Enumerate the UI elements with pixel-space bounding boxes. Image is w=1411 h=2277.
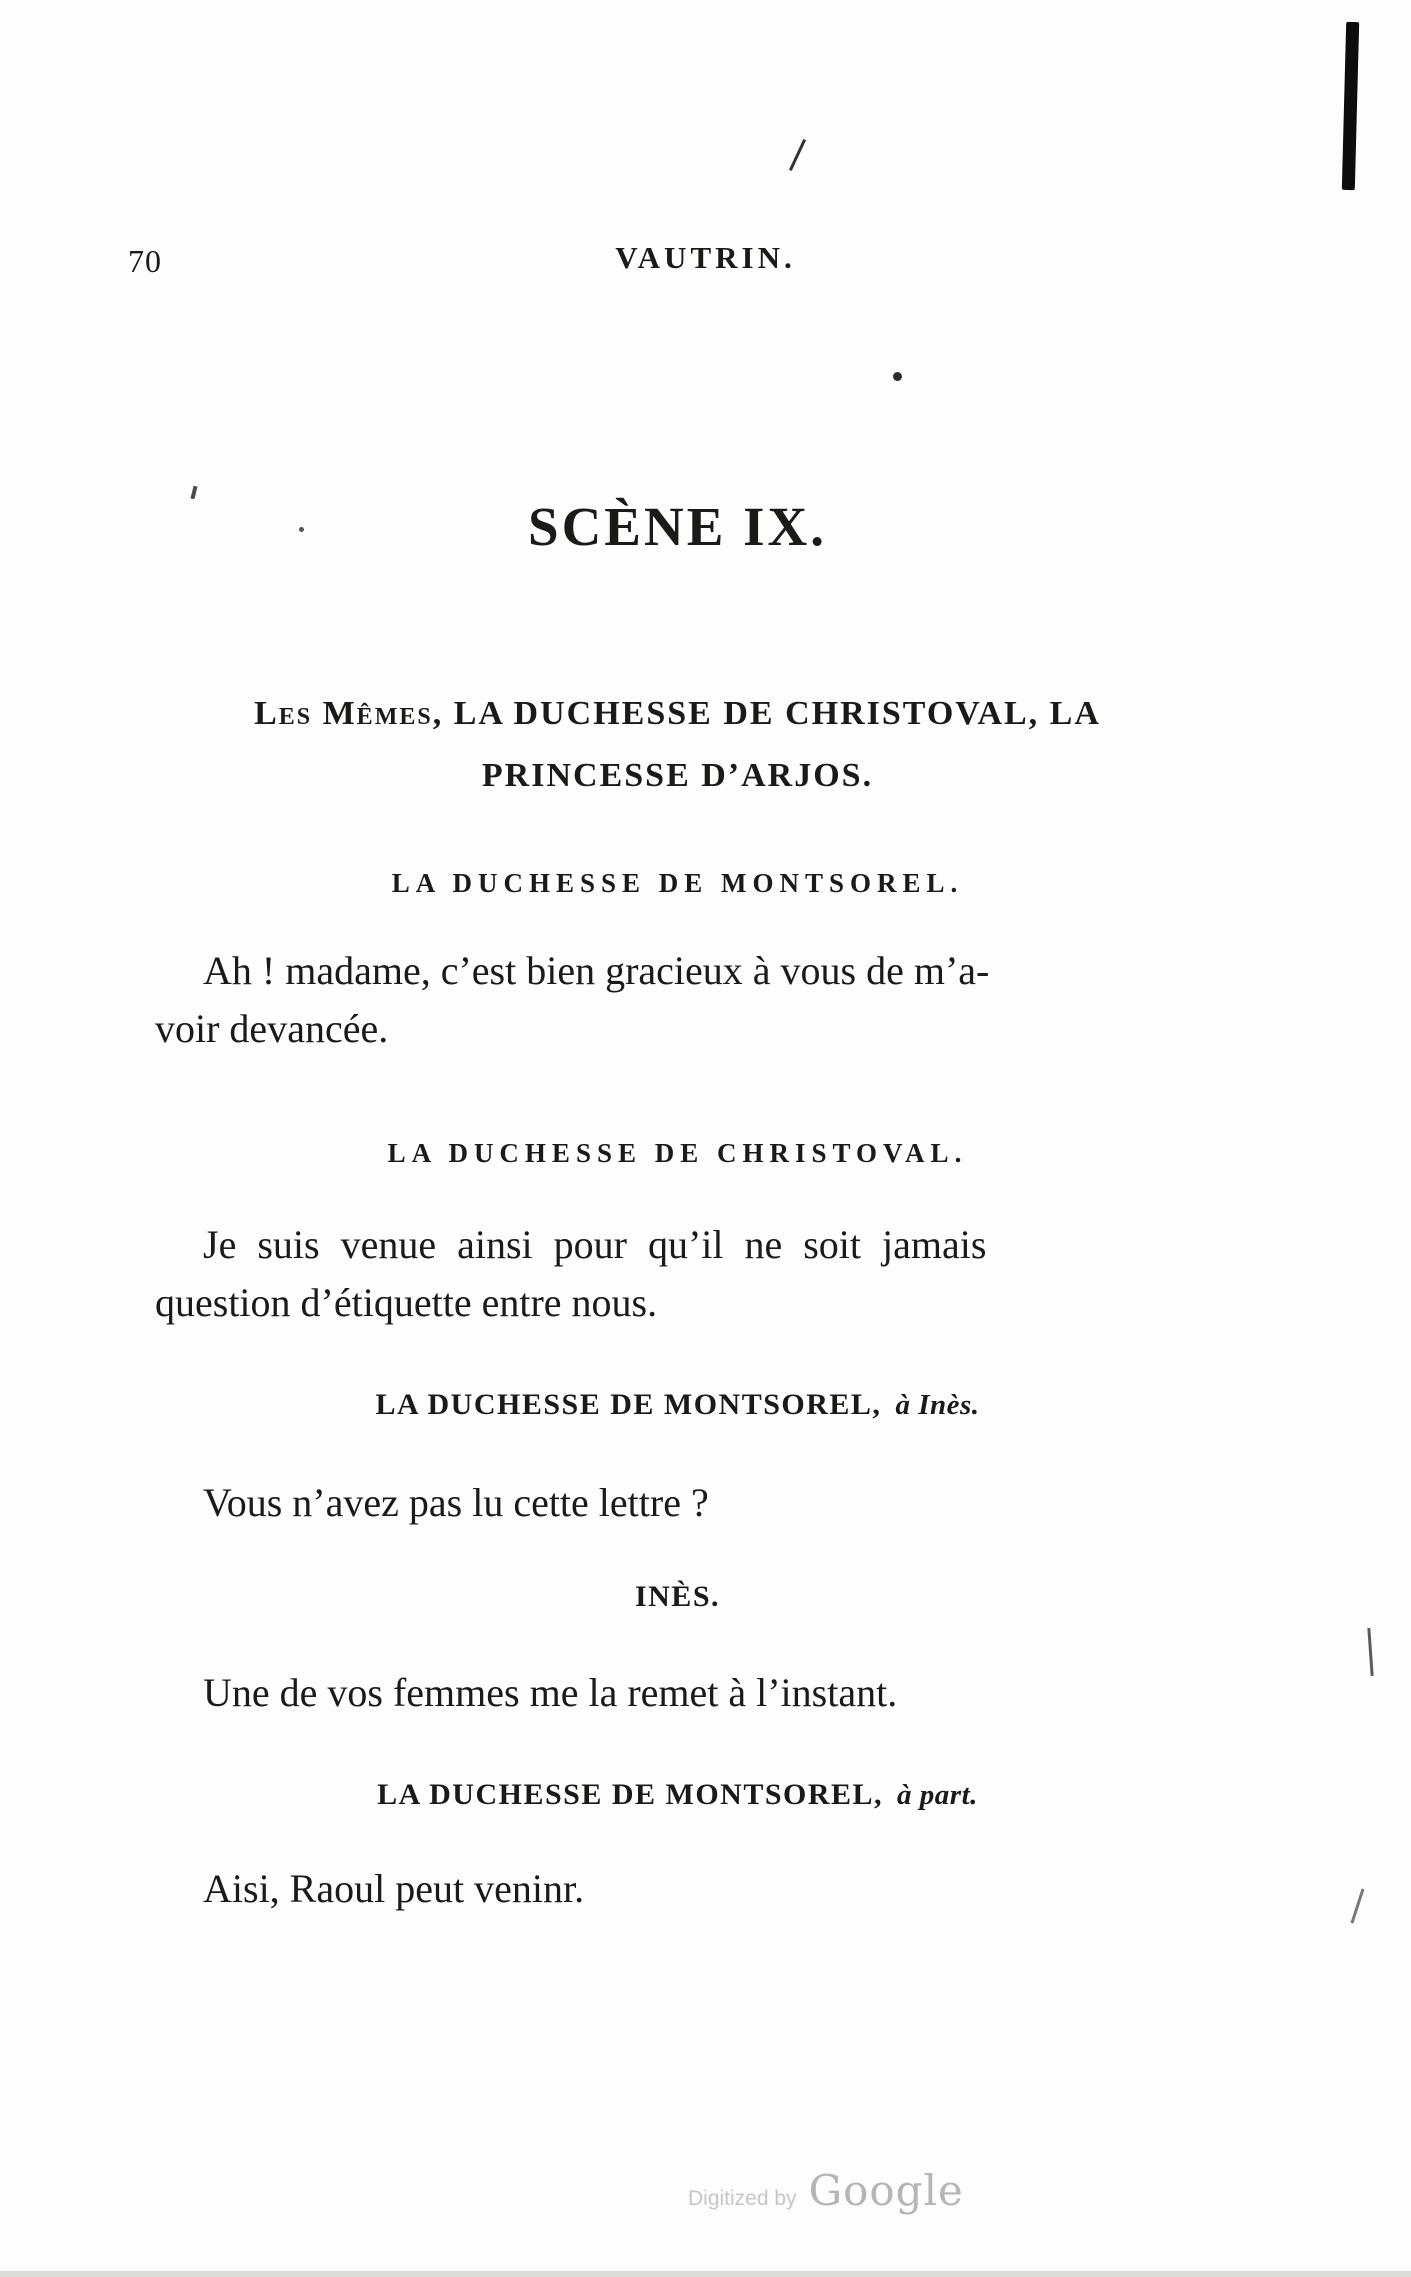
dialogue-paragraph [155,1216,1200,1332]
speaker-heading [155,868,1200,899]
speaker-aside: à part. [897,1779,978,1811]
scan-artifact-edge-mark [1351,1888,1365,1923]
dialogue-paragraph [155,942,1200,1058]
scan-artifact-speck [299,527,304,532]
dialogue-paragraph [155,1474,1200,1532]
digitized-watermark [688,2166,964,2215]
dialogue-line: Vous n’avez pas lu cette lettre ? [203,1480,709,1525]
dialogue-paragraph [155,1664,1200,1722]
scan-artifact-edge-bar [1342,22,1359,190]
cast-line-1-rest: LA DUCHESSE DE CHRISTOVAL, LA [443,695,1101,732]
speaker-name: LA DUCHESSE DE CHRISTOVAL. [387,1138,968,1168]
dialogue-paragraph [155,1860,1200,1918]
dialogue-line: Ah ! madame, c’est bien gracieux à vous de m’a- [203,948,990,993]
speaker-heading [155,1388,1200,1422]
speaker-heading [155,1138,1200,1169]
scene-heading: SCÈNE IX. [527,496,828,557]
page-content [155,0,1200,2277]
speaker-heading [155,1778,1200,1812]
speaker-aside: à Inès. [895,1389,980,1421]
cast-list [155,683,1200,807]
speaker-heading [155,1580,1200,1614]
scan-artifact-ink-dot [893,372,902,381]
speaker-name: LA DUCHESSE DE MONTSOREL, [375,1388,882,1421]
page-bottom-edge [0,2271,1411,2277]
page-number: 70 [128,243,162,279]
dialogue-line: voir devancée. [155,1006,389,1051]
running-title: VAUTRIN. [615,240,796,275]
dialogue-line: Une de vos femmes me la remet à l’instant. [203,1670,898,1715]
speaker-name: INÈS. [634,1580,721,1613]
cast-line-1 [155,683,1200,745]
speaker-name: LA DUCHESSE DE MONTSOREL, [377,1778,884,1811]
speaker-name: LA DUCHESSE DE MONTSOREL. [391,868,964,898]
scan-artifact-edge-tick [1367,1628,1373,1676]
dialogue-line: Je suis venue ainsi pour qu’il ne soit jamais [203,1222,987,1267]
dialogue-line: question d’étiquette entre nous. [155,1280,658,1325]
cast-line-2: PRINCESSE D’ARJOS. [481,757,874,794]
digitized-by-label: Digitized by [688,2187,797,2210]
cast-smallcaps: Les Mêmes, [254,695,444,732]
dialogue-line: Aisi, Raoul peut veninr. [203,1866,585,1911]
google-logo: Google [808,2166,964,2215]
